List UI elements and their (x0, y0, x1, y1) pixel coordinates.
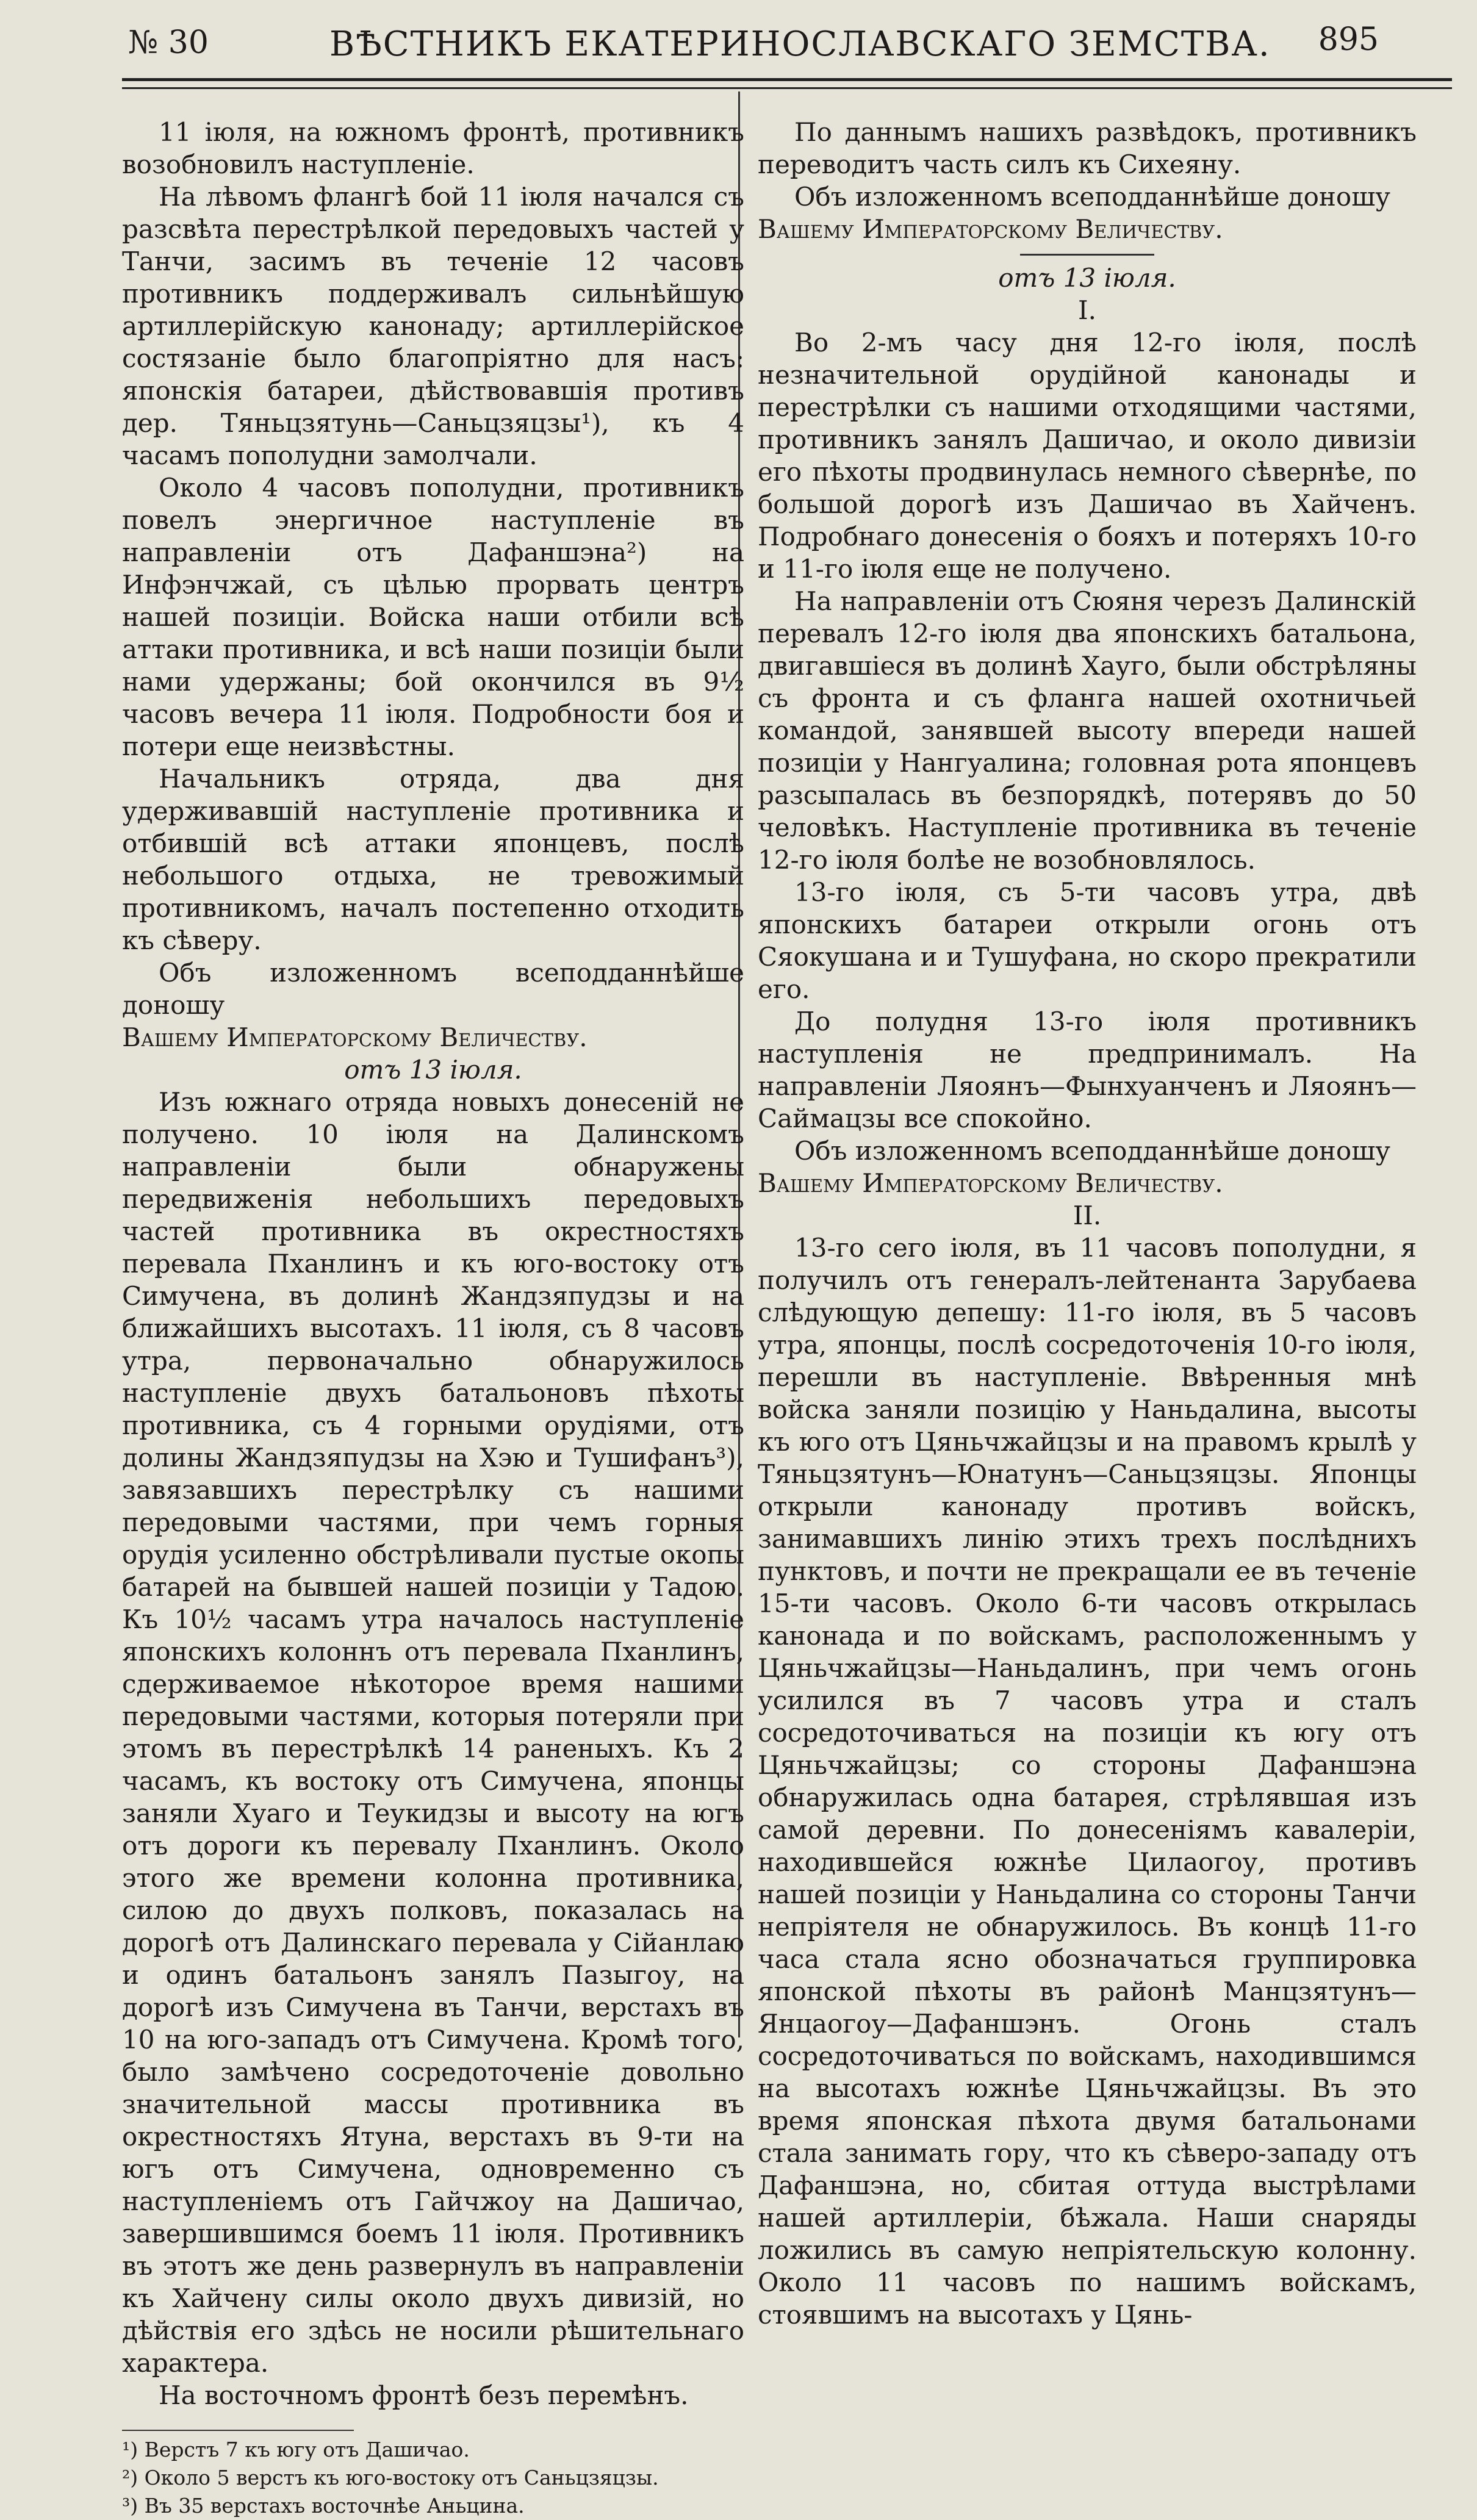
paragraph: На направленіи отъ Сюяня черезъ Далинскій перевалъ 12-го іюля два японскихъ батальона, двигавшіеся въ долинѣ Хауго, были обстрѣляны съ фронта и съ фланга нашей охотничьей командой, занявшей высоту впереди нашей позиціи у Нангуалина; головная рота японцевъ разсыпалась въ безпорядкѣ, потерявъ до 50 человѣкъ. Наступленіе противника въ теченіе 12-го іюля болѣе не возобновлялось. (758, 586, 1417, 875)
report-closing: Вашему Императорскому Величеству. (758, 1168, 1223, 1198)
paragraph: Объ изложенномъ всеподданнѣйше доношу (794, 182, 1390, 212)
paragraph: По даннымъ нашихъ развѣдокъ, противникъ переводитъ часть силъ къ Сихеяну. (758, 117, 1417, 179)
paragraph: 13-го сего іюля, въ 11 часовъ пополудни, я получилъ отъ генералъ-лейтенанта Зарубаева слѣдующую депешу: 11-го іюля, въ 5 часовъ утра, японцы, послѣ сосредоточенія 10-го іюля, перешли въ наступленіе. Ввѣренныя мнѣ войска заняли позицію у Наньдалина, высоты къ юго отъ Цяньчжайцзы и на правомъ крылѣ у Тяньцзятунъ—Юнатунъ—Саньцзяцзы. Японцы открыли канонаду противъ войскъ, занимавшихъ линію этихъ трехъ послѣднихъ пунктовъ, и почти не прекращали ее въ теченіе 15-ти часовъ. Около 6-ти часовъ открылась канонада и по войскамъ, расположеннымъ у Цяньчжайцзы—Наньдалинъ, при чемъ огонь усилился въ 7 часовъ утра и сталъ сосредоточиваться на позиціи къ югу отъ Цяньчжайцзы; со стороны Дафаншэна обнаружилась одна батарея, стрѣлявшая изъ самой деревни. По донесеніямъ кавалеріи, находившейся южнѣе Цилаогоу, противъ нашей позиціи у Наньдалина со стороны Танчи непріятеля не обнаружилось. Въ концѣ 11-го часа стала ясно обозначаться группировка японской пѣхоты въ районѣ Манцзятунъ—Янцаогоу—Дафаншэнъ. Огонь сталъ сосредоточиваться по войскамъ, находившимся на высотахъ южнѣе Цяньчжайцзы. Въ это время японская пѣхота двумя батальонами стала занимать гору, что къ сѣверо-западу отъ Дафаншэна, но, сбитая оттуда выстрѣлами нашей артиллеріи, бѣжала. Наши снаряды ложились въ самую непріятельскую колонну. Около 11 часовъ по нашимъ войскамъ, стоявшимъ на высотахъ у Цянь- (758, 1233, 1417, 2330)
footnote: ¹) Верстъ 7 къ югу отъ Дашичао. (122, 2438, 470, 2461)
section-number: II. (1073, 1201, 1102, 1230)
page-header (122, 18, 1391, 73)
issue-number: № 30 (128, 24, 209, 61)
paragraph: 11 іюля, на южномъ фронтѣ, противникъ возобновилъ наступленіе. (122, 117, 744, 179)
right-column (758, 116, 1417, 2331)
header-rule (122, 78, 1452, 89)
paragraph: Объ изложенномъ всеподданнѣйше доношу (122, 958, 744, 1020)
journal-title: ВѢСТНИКЪ ЕКАТЕРИНОСЛАВСКАГО ЗЕМСТВА. (329, 24, 1271, 64)
paragraph: Начальникъ отряда, два дня удерживавшій наступленіе противника и отбившій всѣ аттаки японцевъ, послѣ небольшого отдыха, не тревожимый противникомъ, началъ постепенно отходить къ сѣверу. (122, 764, 744, 955)
paragraph: Около 4 часовъ пополудни, противникъ повелъ энергичное наступленіе въ направленіи отъ Дафаншэна²) на Инфэнчжай, съ цѣлью прорвать центръ нашей позиціи. Войска наши отбили всѣ аттаки противника, и всѣ наши позиціи были нами удержаны; бой окончился въ 9½ часовъ вечера 11 іюля. Подробности боя и потери еще неизвѣстны. (122, 473, 744, 761)
date-heading: отъ 13 іюля. (344, 1055, 522, 1085)
paragraph: До полудня 13-го іюля противникъ наступленія не предпринималъ. На направленіи Ляоянъ—Фынхуанченъ и Ляоянъ—Саймацзы все спокойно. (758, 1007, 1417, 1133)
page-number: 895 (1318, 21, 1379, 58)
section-number: I. (1078, 295, 1096, 325)
report-closing: Вашему Императорскому Величеству. (122, 1022, 588, 1052)
date-heading: отъ 13 іюля. (998, 263, 1176, 293)
paragraph: Во 2-мъ часу дня 12-го іюля, послѣ незначительной орудійной канонады и перестрѣлки съ нашими отходящими частями, противникъ занялъ Дашичао, и около дивизіи его пѣхоты продвинулась немного сѣвернѣе, по большой дорогѣ изъ Дашичао въ Хайченъ. Подробнаго донесенія о бояхъ и потеряхъ 10-го и 11-го іюля еще не получено. (758, 328, 1417, 584)
footnote: ²) Около 5 верстъ къ юго-востоку отъ Саньцзяцзы. (122, 2466, 659, 2489)
paragraph: Объ изложенномъ всеподданнѣйше доношу (794, 1136, 1390, 1166)
paragraph: На лѣвомъ флангѣ бой 11 іюля начался съ разсвѣта перестрѣлкой передовыхъ частей у Танчи, засимъ въ теченіе 12 часовъ противникъ поддерживалъ сильнѣйшую артиллерійскую канонаду; артиллерійское состязаніе было благопріятно для насъ: японскія батареи, дѣйствовавшія противъ дер. Тяньцзятунь—Саньцзяцзы¹), къ 4 часамъ пополудни замолчали. (122, 182, 744, 470)
paragraph: 13-го іюля, съ 5-ти часовъ утра, двѣ японскихъ батареи открыли огонь отъ Сяокушана и и Тушуфана, но скоро прекратили его. (758, 877, 1417, 1004)
paragraph: На восточномъ фронтѣ безъ перемѣнъ. (159, 2380, 689, 2410)
paragraph: Изъ южнаго отряда новыхъ донесеній не получено. 10 іюля на Далинскомъ направленіи были обнаружены передвиженія небольшихъ передовыхъ частей противника въ окрестностяхъ перевала Пханлинъ и къ юго-востоку отъ Симучена, въ долинѣ Жандзяпудзы и на ближайшихъ высотахъ. 11 іюля, съ 8 часовъ утра, первоначально обнаружилось наступленіе двухъ батальоновъ пѣхоты противника, съ 4 горными орудіями, отъ долины Жандзяпудзы на Хэю и Тушифанъ³), завязавшихъ перестрѣлку съ нашими передовыми частями, при чемъ горныя орудія усиленно обстрѣливали пустые окопы батарей на бывшей нашей позиціи у Тадою. Къ 10½ часамъ утра началось наступленіе японскихъ колоннъ отъ перевала Пханлинъ, сдерживаемое нѣкоторое время нашими передовыми частями, которыя потеряли при этомъ въ перестрѣлкѣ 14 раненыхъ. Къ 2 часамъ, къ востоку отъ Симучена, японцы заняли Хуаго и Теукидзы и высоту на югъ отъ дороги къ перевалу Пханлинъ. Около этого же времени колонна противника, силою до двухъ полковъ, показалась на дорогѣ отъ Далинскаго перевала у Сійанлаю и одинъ батальонъ занялъ Пазыгоу, на дорогѣ изъ Симучена въ Танчи, верстахъ въ 10 на юго-западъ отъ Симучена. Кромѣ того, было замѣчено сосредоточеніе довольно значительной массы противника въ окрестностяхъ Ятуна, верстахъ въ 9-ти на югъ отъ Симучена, одновременно съ наступленіемъ отъ Гайчжоу на Дашичао, завершившимся боемъ 11 іюля. Противникъ въ этотъ же день развернулъ въ направленіи къ Хайчену силы около двухъ дивизій, но дѣйствія его здѣсь не носили рѣшительнаго характера. (122, 1087, 744, 2378)
footnotes (122, 2430, 659, 2520)
left-column (122, 116, 744, 2520)
footnote: ³) Въ 35 верстахъ восточнѣе Аньцина. (122, 2494, 525, 2518)
report-closing: Вашему Императорскому Величеству. (758, 214, 1223, 244)
section-rule (1020, 254, 1154, 256)
